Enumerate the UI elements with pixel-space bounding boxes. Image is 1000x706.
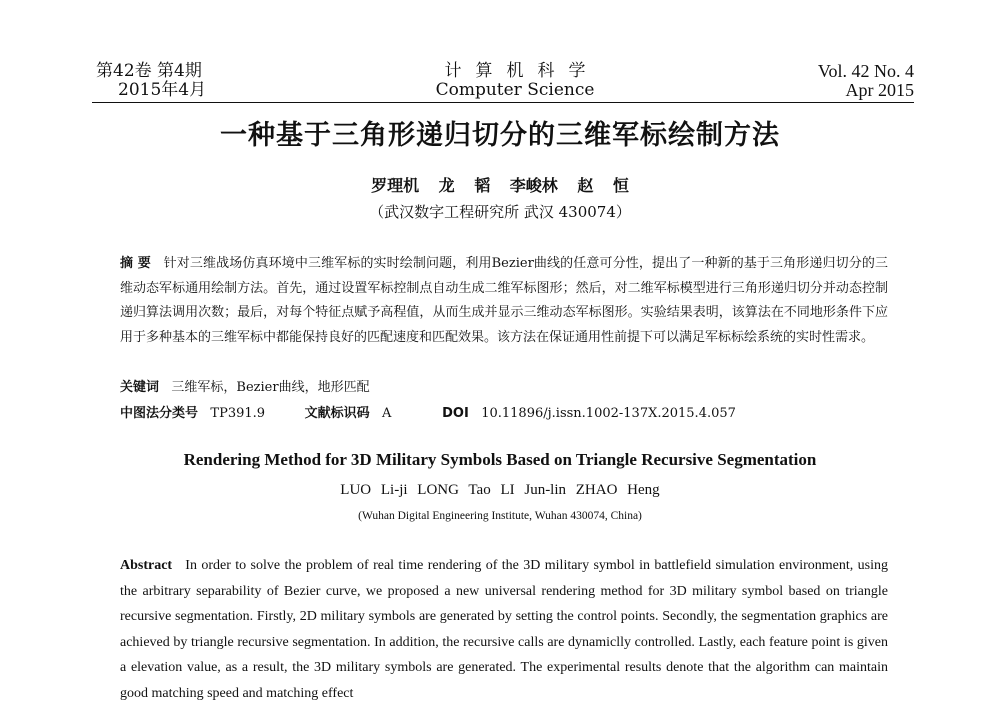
header-rule	[92, 102, 914, 103]
authors-en: LUO Li-ji LONG Tao LI Jun-lin ZHAO Heng	[340, 482, 660, 498]
doi-label: DOI	[442, 406, 469, 421]
publication-date-cn: 2015年4月	[118, 80, 207, 100]
volume-issue-en: Vol. 42 No. 4	[817, 61, 914, 81]
keywords-text: 三维军标，Bezier曲线，地形匹配	[171, 380, 370, 395]
abstract-en-text: In order to solve the problem of real time rendering of the 3D military symbol in battlefield simulation environment, using the arbitrary separability of Bezier curve, we proposed a new universal rendering method for 3D military symbol based on triangle recursive segmentation. Firstly, 2D military symbols are generated by setting the control points. Secondly, the segmentation graphics are achieved by triangle recursive segmentation. In addition, the recursive calls are dynamiclly controlled. Lastly, each feature point is given a elevation value, as a result, the 3D military symbols are generated. The experimental results denote that the algorithm can maintain good matching speed and matching effect	[120, 558, 889, 701]
paper-title-en: Rendering Method for 3D Military Symbols Based on Triangle Recursive Segmentation	[183, 450, 817, 469]
running-header-center	[400, 62, 630, 100]
abstract-cn-label: 摘 要	[120, 256, 151, 271]
abstract-en-label: Abstract	[120, 558, 173, 573]
affiliation-en: (Wuhan Digital Engineering Institute, Wuhan 430074, China)	[358, 510, 642, 522]
classification-line	[120, 402, 736, 421]
volume-issue: 第42卷 第4期	[96, 61, 202, 81]
publication-date-en: Apr 2015	[845, 80, 914, 100]
doc-code-label: 文献标识码	[304, 406, 370, 421]
clc-label: 中图法分类号	[120, 406, 199, 421]
abstract-cn	[120, 252, 888, 350]
clc-value: TP391.9	[210, 406, 266, 421]
keywords-label: 关键词	[120, 380, 160, 395]
affiliation-cn: （武汉数字工程研究所 武汉 430074）	[369, 203, 631, 221]
running-header-left	[96, 62, 206, 100]
journal-name-en: Computer Science	[435, 80, 595, 100]
authors-cn: 罗理机 龙 韬 李峻林 赵 恒	[371, 176, 629, 195]
abstract-cn-text: 针对三维战场仿真环境中三维军标的实时绘制问题，利用Bezier曲线的任意可分性，提出了一种新的基于三角形递归切分的三维动态军标通用绘制方法。首先，通过设置军标控制点自动生成二维军标图形；然后，对二维军标模型进行三角形递归切分并动态控制递归算法调用次数；最后，对每个特征点赋予高程值，从而生成并显示三维动态军标图形。实验结果表明，该算法在不同地形条件下应用于多种基本的三维军标中都能保持良好的匹配速度和匹配效果。该方法在保证通用性前提下可以满足军标标绘系统的实时性需求。	[120, 256, 888, 345]
doc-code-value: A	[381, 406, 392, 421]
abstract-en	[120, 553, 888, 706]
keywords-cn	[120, 376, 370, 395]
paper-title-cn: 一种基于三角形递归切分的三维军标绘制方法	[220, 120, 780, 151]
journal-name-cn: 计算机科学	[444, 61, 600, 81]
running-header-right	[818, 62, 914, 100]
doi-value: 10.11896/j.issn.1002-137X.2015.4.057	[481, 406, 736, 421]
